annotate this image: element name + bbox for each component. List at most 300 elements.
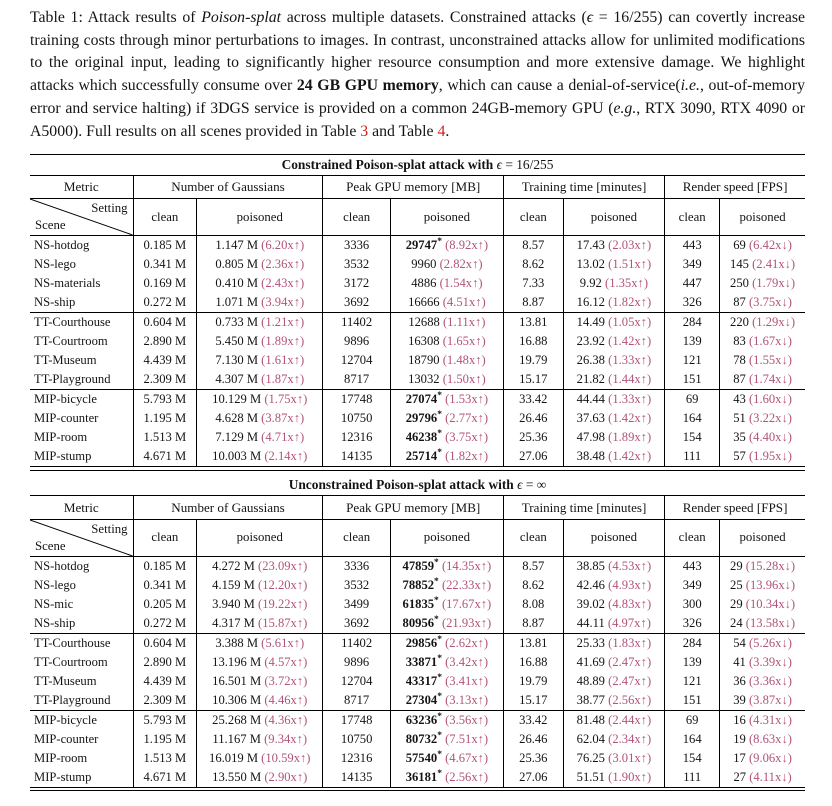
change-factor: (1.74x↓) xyxy=(748,372,792,387)
gpu-poisoned-value: 13032 xyxy=(408,372,440,387)
change-factor: (3.22x↓) xyxy=(748,411,792,426)
fps-clean-cell: 121 xyxy=(665,672,720,691)
gpu-clean-cell: 14135 xyxy=(323,768,390,788)
fps-poisoned-cell xyxy=(720,332,805,351)
data-row-MIP-counter xyxy=(30,730,805,749)
change-factor: (1.48x↑) xyxy=(442,353,486,368)
gpu-poisoned-value: 29796 xyxy=(405,411,438,426)
gpu-poisoned-cell xyxy=(390,293,503,313)
gpu-clean-cell: 3692 xyxy=(323,293,390,313)
poisoned-header-cell: poisoned xyxy=(720,519,805,556)
text-segment: , out-of-memory error and service halting) if 3DGS service is provided on a common 24GB-memory GPU ( xyxy=(30,77,805,117)
fps-poisoned-cell xyxy=(720,614,805,634)
time-poisoned-value: 62.04 xyxy=(576,731,605,746)
text-segment: Table 1: Attack results of xyxy=(30,9,202,26)
time-poisoned-cell xyxy=(563,672,665,691)
change-factor: (1.11x↑) xyxy=(442,315,486,330)
oom-marker: * xyxy=(437,653,442,664)
change-factor: (5.61x↑) xyxy=(261,635,305,650)
change-factor: (1.82x↑) xyxy=(608,295,652,310)
gpu-poisoned-cell xyxy=(390,653,503,672)
gaussians-poisoned-cell xyxy=(197,653,323,672)
data-row-TT-Playground xyxy=(30,691,805,711)
gaussians-clean-cell: 4.671 M xyxy=(133,447,197,467)
change-factor: (8.63x↓) xyxy=(748,731,792,746)
fps-clean-cell: 154 xyxy=(665,428,720,447)
gaussians-poisoned-value: 3.940 M xyxy=(212,596,255,611)
setting-header-row xyxy=(30,199,805,236)
fps-clean-cell: 111 xyxy=(665,447,720,467)
gpu-poisoned-cell xyxy=(390,332,503,351)
fps-poisoned-value: 54 xyxy=(733,635,746,650)
time-clean-cell: 27.06 xyxy=(503,768,563,788)
gpu-poisoned-value: 63236 xyxy=(405,712,438,727)
gaussians-poisoned-value: 1.071 M xyxy=(215,295,259,310)
gaussians-poisoned-cell xyxy=(197,274,323,293)
change-factor: (4.93x↑) xyxy=(608,577,652,592)
fps-poisoned-value: 29 xyxy=(730,558,743,573)
change-factor: (1.83x↑) xyxy=(608,635,652,650)
table-title-row xyxy=(30,476,805,496)
gpu-poisoned-cell xyxy=(390,749,503,768)
fps-poisoned-cell xyxy=(720,691,805,711)
gpu-poisoned-value: 29747 xyxy=(405,238,438,253)
change-factor: (3.94x↑) xyxy=(261,295,305,310)
gpu-poisoned-cell xyxy=(390,595,503,614)
time-poisoned-cell xyxy=(563,332,665,351)
change-factor: (2.62x↑) xyxy=(445,635,489,650)
change-factor: (13.96x↓) xyxy=(745,577,796,592)
text-segment: Poison-splat xyxy=(201,9,282,26)
gpu-poisoned-cell xyxy=(390,390,503,410)
gpu-poisoned-cell xyxy=(390,576,503,595)
gaussians-clean-cell: 1.195 M xyxy=(133,409,197,428)
table-ref-link[interactable]: 4 xyxy=(437,122,446,140)
time-poisoned-value: 16.12 xyxy=(576,295,605,310)
gpu-poisoned-cell xyxy=(390,409,503,428)
gaussians-clean-cell: 0.341 M xyxy=(133,576,197,595)
change-factor: (7.51x↑) xyxy=(445,731,489,746)
gpu-clean-cell: 12316 xyxy=(323,428,390,447)
change-factor: (1.89x↑) xyxy=(608,430,652,445)
gaussians-poisoned-value: 13.550 M xyxy=(212,769,262,784)
gaussians-clean-cell: 0.272 M xyxy=(133,614,197,634)
gpu-poisoned-cell xyxy=(390,633,503,653)
change-factor: (4.83x↑) xyxy=(608,596,652,611)
gaussians-clean-cell: 5.793 M xyxy=(133,710,197,730)
scene-name-cell: MIP-stump xyxy=(30,447,133,467)
fps-poisoned-value: 145 xyxy=(730,257,749,272)
change-factor: (2.41x↓) xyxy=(752,257,796,272)
gpu-poisoned-value: 16308 xyxy=(408,334,440,349)
fps-poisoned-cell xyxy=(720,390,805,410)
scene-label: Scene xyxy=(35,218,66,233)
gaussians-poisoned-value: 4.159 M xyxy=(212,577,255,592)
time-poisoned-value: 39.02 xyxy=(576,596,605,611)
time-clean-cell: 16.88 xyxy=(503,653,563,672)
gaussians-poisoned-cell xyxy=(197,633,323,653)
gpu-poisoned-value: 47859 xyxy=(402,558,435,573)
data-row-NS-mic xyxy=(30,595,805,614)
unconstrained-results-table xyxy=(30,476,805,788)
change-factor: (1.05x↑) xyxy=(608,315,652,330)
data-row-MIP-bicycle xyxy=(30,710,805,730)
time-clean-cell: 8.08 xyxy=(503,595,563,614)
time-poisoned-value: 14.49 xyxy=(576,315,605,330)
clean-header-cell: clean xyxy=(665,519,720,556)
fps-poisoned-cell xyxy=(720,576,805,595)
text-segment: 24 GB GPU memory xyxy=(296,77,439,95)
change-factor: (1.42x↑) xyxy=(608,334,652,349)
clean-header-cell: clean xyxy=(133,519,197,556)
gpu-poisoned-value: 12688 xyxy=(408,315,440,330)
fps-poisoned-cell xyxy=(720,768,805,788)
oom-marker: * xyxy=(437,749,442,760)
fps-poisoned-cell xyxy=(720,313,805,333)
scene-setting-diagonal-cell xyxy=(30,199,133,236)
group-header-0: Number of Gaussians xyxy=(133,175,323,199)
change-factor: (1.90x↑) xyxy=(608,769,652,784)
constrained-results-table xyxy=(30,154,805,467)
gpu-poisoned-value: 18790 xyxy=(408,353,440,368)
change-factor: (2.03x↑) xyxy=(608,238,652,253)
gaussians-clean-cell: 0.205 M xyxy=(133,595,197,614)
gpu-clean-cell: 10750 xyxy=(323,409,390,428)
oom-marker: * xyxy=(437,391,442,402)
gaussians-poisoned-value: 10.129 M xyxy=(212,392,262,407)
change-factor: (1.21x↑) xyxy=(261,315,305,330)
change-factor: (1.82x↑) xyxy=(445,449,489,464)
gpu-clean-cell: 14135 xyxy=(323,447,390,467)
clean-header-cell: clean xyxy=(323,519,390,556)
time-poisoned-cell xyxy=(563,576,665,595)
gpu-clean-cell: 3336 xyxy=(323,556,390,576)
gaussians-poisoned-cell xyxy=(197,614,323,634)
gaussians-clean-cell: 4.439 M xyxy=(133,351,197,370)
change-factor: (2.34x↑) xyxy=(608,731,652,746)
scene-name-cell: MIP-bicycle xyxy=(30,710,133,730)
change-factor: (2.47x↑) xyxy=(608,654,652,669)
change-factor: (1.67x↓) xyxy=(748,334,792,349)
text-segment: ϵ xyxy=(496,156,502,172)
oom-marker: * xyxy=(437,237,442,248)
gpu-poisoned-value: 78852 xyxy=(402,577,435,592)
change-factor: (3.42x↑) xyxy=(445,654,489,669)
scene-name-cell: MIP-bicycle xyxy=(30,390,133,410)
time-poisoned-cell xyxy=(563,691,665,711)
data-row-TT-Courthouse xyxy=(30,313,805,333)
gpu-poisoned-cell xyxy=(390,236,503,256)
time-poisoned-value: 38.48 xyxy=(576,449,605,464)
fps-poisoned-cell xyxy=(720,370,805,390)
time-poisoned-value: 25.33 xyxy=(576,635,605,650)
change-factor: (1.54x↑) xyxy=(439,276,483,291)
fps-poisoned-value: 87 xyxy=(733,372,746,387)
metric-header-row xyxy=(30,496,805,520)
fps-poisoned-cell xyxy=(720,293,805,313)
gaussians-poisoned-cell xyxy=(197,428,323,447)
gpu-poisoned-value: 33871 xyxy=(405,654,438,669)
gpu-poisoned-cell xyxy=(390,730,503,749)
gpu-poisoned-value: 27304 xyxy=(405,692,438,707)
fps-poisoned-cell xyxy=(720,595,805,614)
change-factor: (1.50x↑) xyxy=(442,372,486,387)
setting-header-row xyxy=(30,519,805,556)
fps-clean-cell: 447 xyxy=(665,274,720,293)
gaussians-poisoned-cell xyxy=(197,672,323,691)
text-segment: , RTX 3090, RTX 4090 or A5000). Full results on all scenes provided in Table xyxy=(30,99,806,140)
time-poisoned-cell xyxy=(563,595,665,614)
time-poisoned-value: 17.43 xyxy=(576,238,605,253)
change-factor: (4.31x↓) xyxy=(748,712,792,727)
fps-clean-cell: 443 xyxy=(665,236,720,256)
gaussians-poisoned-cell xyxy=(197,749,323,768)
clean-header-cell: clean xyxy=(503,199,563,236)
gpu-poisoned-cell xyxy=(390,255,503,274)
gpu-clean-cell: 10750 xyxy=(323,730,390,749)
gpu-poisoned-value: 57540 xyxy=(405,750,438,765)
scene-name-cell: TT-Courtroom xyxy=(34,654,108,669)
fps-poisoned-value: 43 xyxy=(733,392,746,407)
fps-poisoned-cell xyxy=(720,236,805,256)
fps-clean-cell: 164 xyxy=(665,730,720,749)
change-factor: (10.59x↑) xyxy=(261,750,311,765)
change-factor: (3.75x↓) xyxy=(748,295,792,310)
gpu-poisoned-cell xyxy=(390,351,503,370)
gpu-poisoned-value: 9960 xyxy=(411,257,437,272)
setting-label: Setting xyxy=(91,201,128,216)
text-segment: Constrained Poison-splat attack with xyxy=(281,156,497,172)
change-factor: (2.90x↑) xyxy=(264,769,308,784)
gpu-clean-cell: 3172 xyxy=(323,274,390,293)
group-header-0: Number of Gaussians xyxy=(133,496,323,520)
data-row-NS-lego xyxy=(30,576,805,595)
setting-label: Setting xyxy=(91,521,128,536)
change-factor: (1.44x↑) xyxy=(608,372,652,387)
scene-name-cell: MIP-room xyxy=(34,430,88,445)
gpu-poisoned-value: 29856 xyxy=(405,635,438,650)
fps-poisoned-cell xyxy=(720,351,805,370)
fps-clean-cell: 284 xyxy=(665,313,720,333)
change-factor: (2.56x↑) xyxy=(608,692,652,707)
fps-poisoned-cell xyxy=(720,710,805,730)
fps-poisoned-value: 41 xyxy=(733,654,746,669)
oom-marker: * xyxy=(434,576,439,587)
time-poisoned-cell xyxy=(563,556,665,576)
group-header-2: Training time [minutes] xyxy=(503,175,664,199)
gpu-clean-cell: 8717 xyxy=(323,370,390,390)
time-clean-cell: 26.46 xyxy=(503,730,563,749)
time-poisoned-cell xyxy=(563,390,665,410)
table-title xyxy=(30,476,805,496)
change-factor: (1.87x↑) xyxy=(261,372,305,387)
change-factor: (13.58x↓) xyxy=(745,615,796,630)
gaussians-clean-cell: 2.309 M xyxy=(133,691,197,711)
gaussians-poisoned-value: 16.019 M xyxy=(209,750,259,765)
oom-marker: * xyxy=(434,557,439,568)
change-factor: (4.97x↑) xyxy=(607,615,651,630)
gpu-poisoned-value: 4886 xyxy=(411,276,437,291)
change-factor: (4.57x↑) xyxy=(264,654,308,669)
change-factor: (1.79x↓) xyxy=(752,276,796,291)
time-poisoned-cell xyxy=(563,313,665,333)
time-poisoned-cell xyxy=(563,633,665,653)
fps-clean-cell: 151 xyxy=(665,370,720,390)
gaussians-clean-cell: 0.604 M xyxy=(133,633,197,653)
gaussians-clean-cell: 0.604 M xyxy=(133,313,197,333)
oom-marker: * xyxy=(437,691,442,702)
change-factor: (1.53x↑) xyxy=(445,392,489,407)
poisoned-header-cell: poisoned xyxy=(563,199,665,236)
gaussians-clean-cell: 2.890 M xyxy=(133,653,197,672)
fps-poisoned-cell xyxy=(720,428,805,447)
gaussians-poisoned-cell xyxy=(197,332,323,351)
time-poisoned-cell xyxy=(563,370,665,390)
fps-poisoned-value: 69 xyxy=(733,238,746,253)
data-row-MIP-stump xyxy=(30,768,805,788)
fps-poisoned-value: 87 xyxy=(733,295,746,310)
time-poisoned-value: 48.89 xyxy=(576,673,605,688)
time-clean-cell: 25.36 xyxy=(503,749,563,768)
data-row-TT-Courthouse xyxy=(30,633,805,653)
change-factor: (3.36x↓) xyxy=(748,673,792,688)
change-factor: (4.51x↑) xyxy=(442,295,486,310)
change-factor: (23.09x↑) xyxy=(258,558,308,573)
change-factor: (1.42x↑) xyxy=(608,411,652,426)
gpu-clean-cell: 9896 xyxy=(323,653,390,672)
fps-poisoned-value: 250 xyxy=(730,276,749,291)
gpu-poisoned-cell xyxy=(390,672,503,691)
change-factor: (14.35x↑) xyxy=(441,558,492,573)
gaussians-poisoned-value: 4.317 M xyxy=(212,615,255,630)
time-poisoned-value: 51.51 xyxy=(576,769,605,784)
change-factor: (1.29x↓) xyxy=(752,315,796,330)
scene-name-cell: NS-hotdog xyxy=(34,238,90,253)
time-poisoned-cell xyxy=(563,730,665,749)
gpu-poisoned-value: 16666 xyxy=(408,295,440,310)
gaussians-poisoned-cell xyxy=(197,730,323,749)
time-poisoned-cell xyxy=(563,255,665,274)
fps-poisoned-value: 83 xyxy=(733,334,746,349)
gaussians-poisoned-value: 0.733 M xyxy=(215,315,259,330)
change-factor: (9.34x↑) xyxy=(264,731,308,746)
scene-name-cell: NS-ship xyxy=(34,295,76,310)
oom-marker: * xyxy=(437,429,442,440)
gaussians-poisoned-value: 5.450 M xyxy=(215,334,259,349)
gaussians-clean-cell: 1.513 M xyxy=(133,749,197,768)
change-factor: (2.14x↑) xyxy=(264,449,308,464)
scene-name-cell: MIP-stump xyxy=(30,768,133,788)
change-factor: (2.36x↑) xyxy=(261,257,305,272)
change-factor: (3.39x↓) xyxy=(748,654,792,669)
poisoned-header-cell: poisoned xyxy=(390,519,503,556)
change-factor: (15.87x↑) xyxy=(258,615,308,630)
time-clean-cell: 7.33 xyxy=(503,274,563,293)
fps-clean-cell: 443 xyxy=(665,556,720,576)
scene-name-cell: TT-Courthouse xyxy=(30,633,133,653)
change-factor: (3.41x↑) xyxy=(445,673,489,688)
scene-name-cell: TT-Playground xyxy=(34,692,111,707)
fps-clean-cell: 164 xyxy=(665,409,720,428)
time-clean-cell: 13.81 xyxy=(503,313,563,333)
time-clean-cell: 8.57 xyxy=(503,556,563,576)
gpu-poisoned-value: 46238 xyxy=(405,430,438,445)
oom-marker: * xyxy=(437,768,442,779)
fps-clean-cell: 151 xyxy=(665,691,720,711)
fps-clean-cell: 139 xyxy=(665,332,720,351)
text-segment: ϵ xyxy=(586,9,594,26)
time-poisoned-cell xyxy=(563,768,665,788)
fps-poisoned-value: 16 xyxy=(733,712,746,727)
gaussians-clean-cell: 5.793 M xyxy=(133,390,197,410)
data-row-TT-Museum xyxy=(30,672,805,691)
gaussians-poisoned-value: 16.501 M xyxy=(212,673,262,688)
change-factor: (9.06x↓) xyxy=(748,750,792,765)
metric-header-cell: Metric xyxy=(30,496,133,520)
fps-poisoned-value: 39 xyxy=(733,692,746,707)
change-factor: (12.20x↑) xyxy=(258,577,308,592)
change-factor: (22.33x↑) xyxy=(441,577,492,592)
change-factor: (6.20x↑) xyxy=(261,238,305,253)
oom-marker: * xyxy=(434,595,439,606)
metric-header-cell: Metric xyxy=(30,175,133,199)
scene-name-cell: MIP-room xyxy=(34,750,88,765)
change-factor: (4.11x↓) xyxy=(749,769,792,784)
change-factor: (4.40x↓) xyxy=(748,430,792,445)
gaussians-poisoned-value: 7.130 M xyxy=(215,353,259,368)
data-row-NS-materials xyxy=(30,274,805,293)
gaussians-poisoned-cell xyxy=(197,556,323,576)
gpu-poisoned-value: 61835 xyxy=(402,596,435,611)
scene-name-cell: NS-ship xyxy=(34,615,76,630)
fps-poisoned-cell xyxy=(720,633,805,653)
gpu-clean-cell: 12704 xyxy=(323,672,390,691)
change-factor: (15.28x↓) xyxy=(745,558,796,573)
scene-label: Scene xyxy=(35,538,66,553)
time-clean-cell: 27.06 xyxy=(503,447,563,467)
table-ref-link[interactable]: 3 xyxy=(360,122,369,140)
clean-header-cell: clean xyxy=(503,519,563,556)
fps-clean-cell: 111 xyxy=(665,768,720,788)
change-factor: (3.56x↑) xyxy=(445,712,489,727)
fps-clean-cell: 284 xyxy=(665,633,720,653)
change-factor: (3.13x↑) xyxy=(445,692,489,707)
text-segment: = 16/255 xyxy=(501,156,554,172)
gpu-clean-cell: 17748 xyxy=(323,390,390,410)
time-clean-cell: 33.42 xyxy=(503,710,563,730)
time-clean-cell: 26.46 xyxy=(503,409,563,428)
time-poisoned-value: 21.82 xyxy=(576,372,605,387)
poisoned-header-cell: poisoned xyxy=(563,519,665,556)
group-header-3: Render speed [FPS] xyxy=(665,175,805,199)
change-factor: (5.26x↓) xyxy=(748,635,792,650)
change-factor: (1.89x↑) xyxy=(261,334,305,349)
gpu-poisoned-cell xyxy=(390,274,503,293)
change-factor: (2.47x↑) xyxy=(608,673,652,688)
change-factor: (1.61x↑) xyxy=(261,353,305,368)
change-factor: (19.22x↑) xyxy=(258,596,308,611)
gpu-clean-cell: 12704 xyxy=(323,351,390,370)
time-poisoned-value: 47.98 xyxy=(576,430,605,445)
fps-poisoned-cell xyxy=(720,556,805,576)
change-factor: (1.55x↓) xyxy=(748,353,792,368)
gpu-poisoned-cell xyxy=(390,447,503,467)
fps-poisoned-value: 27 xyxy=(733,769,747,784)
fps-clean-cell: 349 xyxy=(665,255,720,274)
gaussians-poisoned-value: 3.388 M xyxy=(215,635,259,650)
change-factor: (1.35x↑) xyxy=(605,276,649,291)
change-factor: (2.77x↑) xyxy=(445,411,489,426)
